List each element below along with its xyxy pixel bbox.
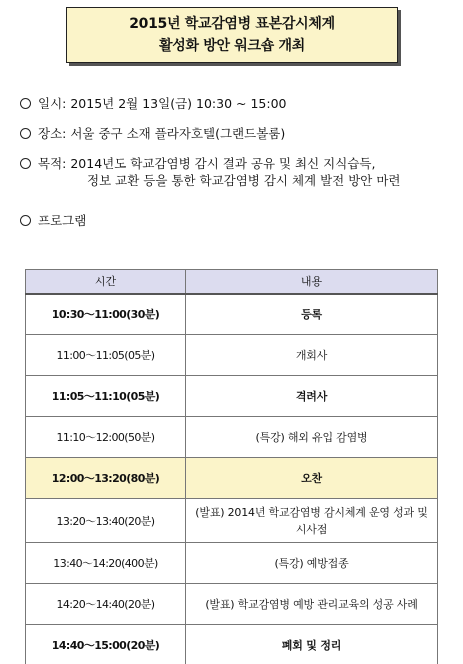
table-row — [26, 543, 438, 584]
time-cell: 12:00～13:20(80분) — [26, 458, 186, 499]
purpose-line-1: 2014년도 학교감염병 감시 결과 공유 및 최신 지식습득, — [70, 156, 376, 171]
time-cell: 10:30～11:00(30분) — [26, 294, 186, 335]
place-value: 서울 중구 소재 플라자호텔(그랜드볼룸) — [70, 126, 286, 141]
table-row — [26, 376, 438, 417]
time-cell: 11:05～11:10(05분) — [26, 376, 186, 417]
time-cell: 11:00～11:05(05분) — [26, 335, 186, 376]
title-line-1: 2015년 학교감염병 표본감시체계 — [129, 16, 335, 32]
content-cell: 등록 — [186, 294, 438, 335]
time-cell: 11:10～12:00(50분) — [26, 417, 186, 458]
place-label: 장소: — [38, 126, 67, 141]
content-cell: (발표) 학교감염병 예방 관리교육의 성공 사례 — [186, 584, 438, 625]
title-line-2: 활성화 방안 워크숍 개최 — [159, 38, 305, 54]
program-label: 프로그램 — [38, 213, 87, 228]
table-row — [26, 335, 438, 376]
circle-bullet-icon — [20, 158, 31, 169]
content-cell: 오찬 — [186, 458, 438, 499]
time-cell: 14:20～14:40(20분) — [26, 584, 186, 625]
content-cell: (발표) 2014년 학교감염병 감시체계 운영 성과 및 시사점 — [186, 499, 438, 543]
purpose-label: 목적: — [38, 156, 67, 171]
table-row — [26, 294, 438, 335]
table-row — [26, 625, 438, 664]
header-content: 내용 — [186, 270, 438, 294]
date-value: 2015년 2월 13일(금) 10:30 ~ 15:00 — [70, 96, 287, 111]
table-row — [26, 499, 438, 543]
table-row — [26, 417, 438, 458]
date-label: 일시: — [38, 96, 67, 111]
header-time: 시간 — [26, 270, 186, 294]
info-date — [20, 95, 286, 112]
content-cell: 개회사 — [186, 335, 438, 376]
table-header-row — [26, 270, 438, 294]
table-row — [26, 458, 438, 499]
time-cell: 13:20～13:40(20분) — [26, 499, 186, 543]
time-cell: 13:40～14:20(400분) — [26, 543, 186, 584]
circle-bullet-icon — [20, 215, 31, 226]
info-place — [20, 125, 285, 142]
info-program — [20, 212, 86, 229]
circle-bullet-icon — [20, 128, 31, 139]
time-cell: 14:40～15:00(20분) — [26, 625, 186, 664]
content-cell: (특강) 해외 유입 감염병 — [186, 417, 438, 458]
purpose-line-2: 정보 교환 등을 통한 학교감염병 감시 체계 발전 방안 마련 — [87, 173, 401, 188]
content-cell: 격려사 — [186, 376, 438, 417]
title-box — [66, 7, 398, 63]
content-cell: 폐회 및 정리 — [186, 625, 438, 664]
info-purpose — [20, 155, 401, 189]
program-table — [25, 269, 438, 664]
content-cell: (특강) 예방접종 — [186, 543, 438, 584]
table-row — [26, 584, 438, 625]
circle-bullet-icon — [20, 98, 31, 109]
